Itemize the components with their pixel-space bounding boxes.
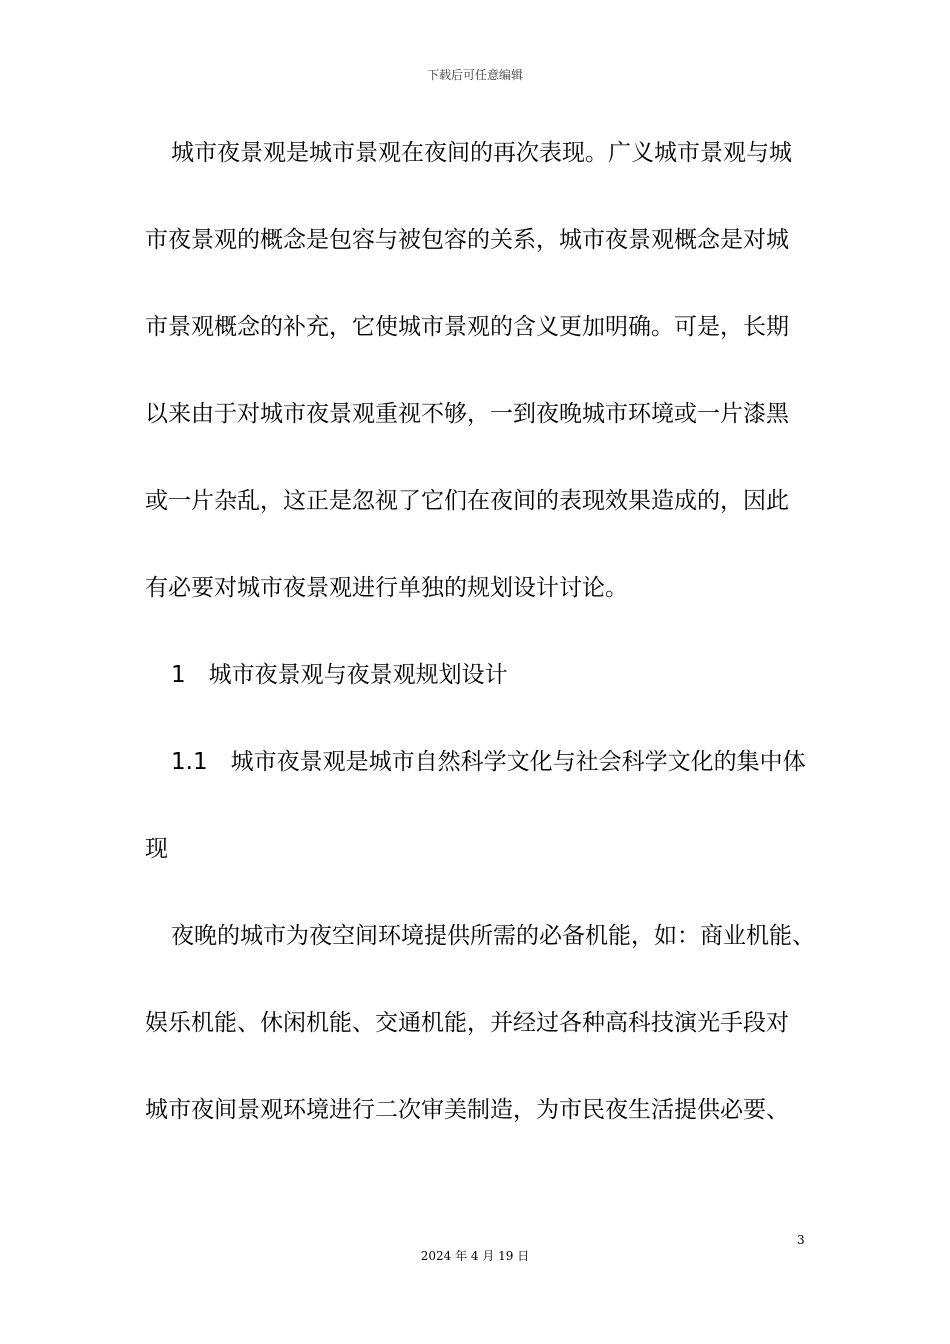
paragraph-line: 市景观概念的补充，它使城市景观的含义更加明确。可是，长期 bbox=[145, 314, 789, 340]
paragraph-line: 以来由于对城市夜景观重视不够，一到夜晚城市环境或一片漆黑 bbox=[145, 401, 789, 427]
page-number: 3 bbox=[797, 1233, 805, 1247]
subsection-heading: 1.1 城市夜景观是城市自然科学文化与社会科学文化的集中体 bbox=[171, 749, 806, 775]
document-body bbox=[145, 127, 815, 1171]
paragraph-line: 城市夜间景观环境进行二次审美制造，为市民夜生活提供必要、 bbox=[145, 1097, 789, 1123]
footer-date: 2024 年 4 月 19 日 bbox=[420, 1249, 530, 1263]
paragraph-line: 娱乐机能、休闲机能、交通机能，并经过各种高科技演光手段对 bbox=[145, 1010, 789, 1036]
paragraph-line: 市夜景观的概念是包容与被包容的关系，城市夜景观概念是对城 bbox=[145, 227, 789, 253]
paragraph-line: 夜晚的城市为夜空间环境提供所需的必备机能，如：商业机能、 bbox=[171, 923, 815, 949]
paragraph-line: 有必要对城市夜景观进行单独的规划设计讨论。 bbox=[145, 575, 628, 601]
subsection-heading-continued: 现 bbox=[145, 836, 168, 862]
section-heading: 1 城市夜景观与夜景观规划设计 bbox=[171, 662, 508, 688]
paragraph-line: 城市夜景观是城市景观在夜间的再次表现。广义城市景观与城 bbox=[171, 140, 792, 166]
paragraph-line: 或一片杂乱，这正是忽视了它们在夜间的表现效果造成的，因此 bbox=[145, 488, 789, 514]
page-header: 下载后可任意编辑 bbox=[426, 68, 523, 82]
